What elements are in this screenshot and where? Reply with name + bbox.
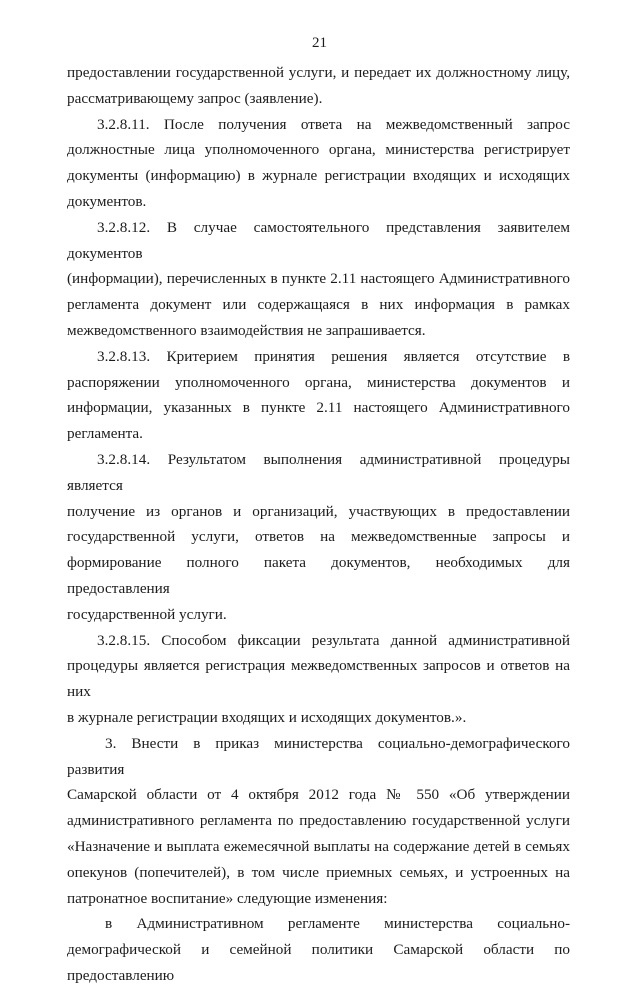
text-line: получение из органов и организаций, участвующих в предоставлении bbox=[67, 502, 570, 520]
text-line: формирование полного пакета документов, необходимых для предоставления bbox=[67, 554, 570, 597]
text-line: «Назначение и выплата ежемесячной выплаты на содержание детей в семьях bbox=[67, 837, 570, 855]
text-line: 3.2.8.15. Способом фиксации результата данной административной bbox=[97, 631, 570, 649]
text-line: распоряжении уполномоченного органа, министерства документов и bbox=[67, 373, 570, 391]
text-line: Самарской области от 4 октября 2012 года № 550 «Об утверждении bbox=[67, 786, 570, 804]
text-line: 3.2.8.12. В случае самостоятельного представления заявителем документов bbox=[67, 218, 570, 262]
text-line: регламента документ или содержащаяся в них информация в рамках bbox=[67, 296, 570, 314]
text-line: информации, указанных в пункте 2.11 настоящего Административного bbox=[67, 399, 570, 417]
page-number: 21 bbox=[312, 35, 327, 51]
text-line: патронатное воспитание» следующие изменения: bbox=[67, 889, 388, 907]
text-line: 3.2.8.11. После получения ответа на межведомственный запрос bbox=[97, 115, 570, 133]
text-line: (информации), перечисленных в пункте 2.11 настоящего Административного bbox=[67, 270, 570, 288]
text-line: в журнале регистрации входящих и исходящих документов.». bbox=[67, 708, 467, 726]
text-line: государственной услуги, ответов на межведомственные запросы и bbox=[67, 528, 570, 546]
text-line: в Административном регламенте министерства социально- bbox=[105, 915, 570, 933]
text-line: документы (информацию) в журнале регистрации входящих и исходящих bbox=[67, 167, 570, 185]
text-line: демографической и семейной политики Самарской области по предоставлению bbox=[67, 941, 570, 984]
text-line: рассматривающему запрос (заявление). bbox=[67, 89, 323, 107]
text-line: 3. Внести в приказ министерства социально-демографического развития bbox=[67, 734, 570, 778]
text-line: регламента. bbox=[67, 425, 143, 443]
text-line: межведомственного взаимодействия не запрашивается. bbox=[67, 321, 426, 339]
text-line: 3.2.8.13. Критерием принятия решения является отсутствие в bbox=[97, 347, 570, 365]
text-line: предоставлении государственной услуги, и передает их должностному лицу, bbox=[67, 64, 570, 81]
text-line: 3.2.8.14. Результатом выполнения административной процедуры является bbox=[67, 450, 570, 494]
text-line: процедуры является регистрация межведомственных запросов и ответов на них bbox=[67, 657, 570, 701]
text-line: документов. bbox=[67, 192, 147, 210]
text-line: государственной услуги. bbox=[67, 605, 227, 623]
text-line: административного регламента по предоставлению государственной услуги bbox=[67, 812, 570, 830]
text-line: должностные лица уполномоченного органа, министерства регистрирует bbox=[67, 141, 570, 159]
text-line: опекунов (попечителей), в том числе приемных семьях, и устроенных на bbox=[67, 863, 570, 881]
document-body bbox=[67, 60, 570, 989]
